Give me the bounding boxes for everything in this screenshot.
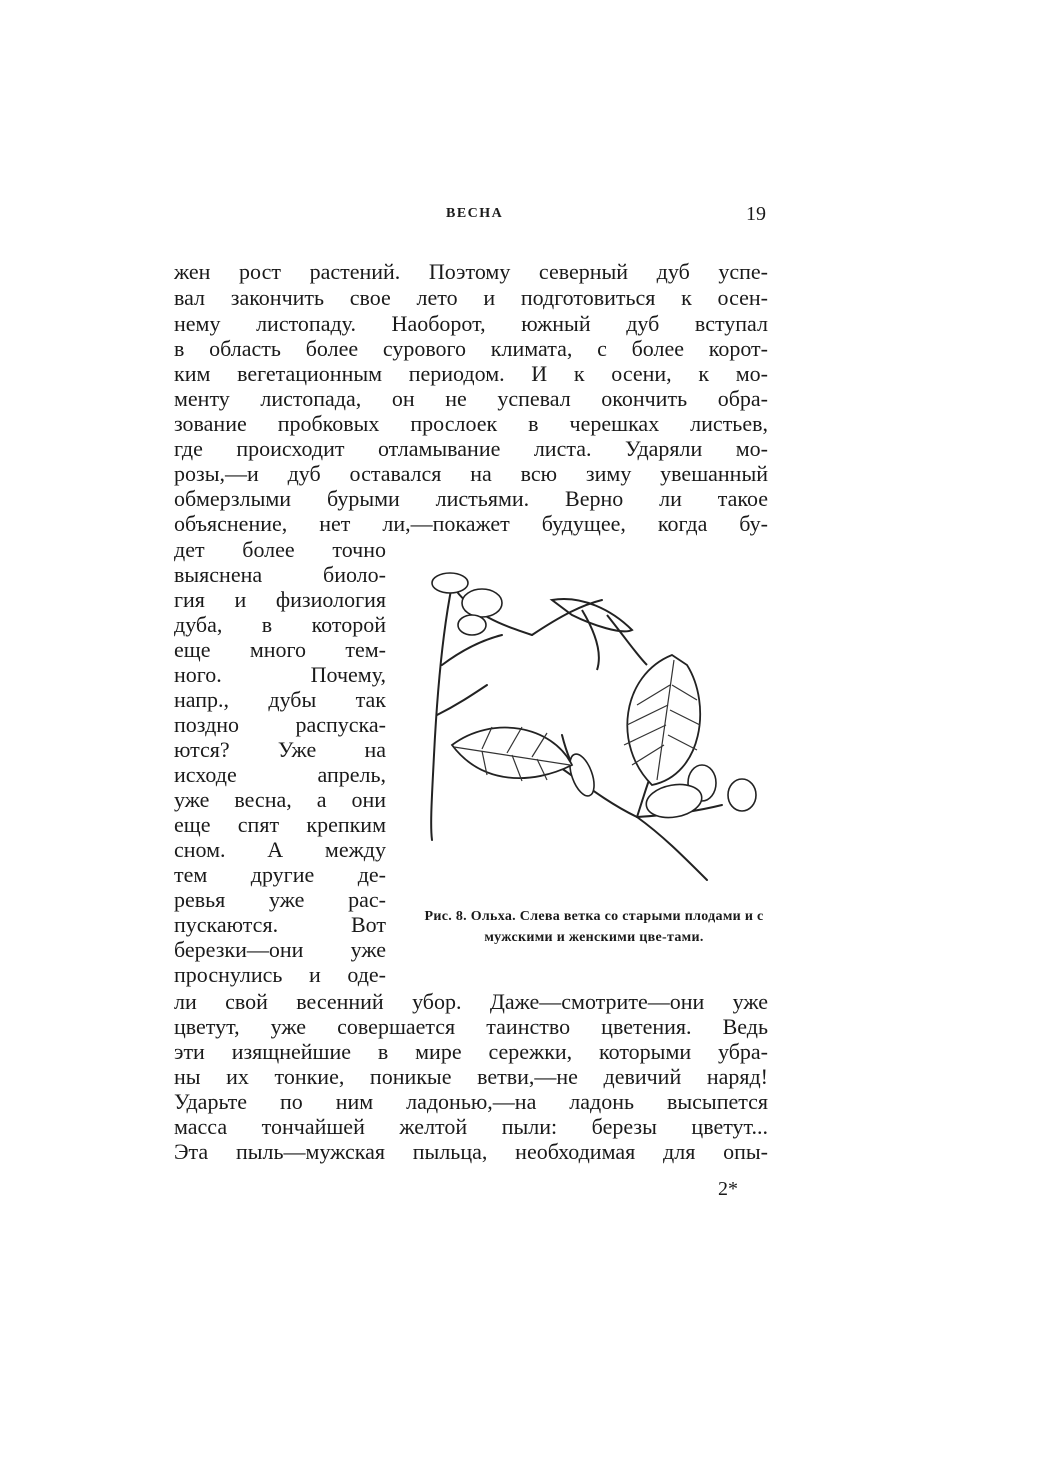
text-line: исходе апрель, — [174, 762, 386, 787]
text-line: ются? Уже на — [174, 737, 386, 762]
text-line: Ударьте по ним ладонью,—на ладонь высыпется — [174, 1089, 768, 1114]
text-line: поздно распуска- — [174, 712, 386, 737]
running-header: ВЕСНА — [446, 206, 504, 221]
text-line: напр., дубы так — [174, 687, 386, 712]
text-line: уже весна, а они — [174, 787, 386, 812]
text-line: вал закончить свое лето и подготовиться к осен- — [174, 285, 768, 310]
text-line: проснулись и оде- — [174, 962, 386, 987]
alder-branch-drawing — [412, 555, 772, 895]
text-line: жен рост растений. Поэтому северный дуб успе- — [174, 259, 768, 284]
text-line: дуба, в которой — [174, 612, 386, 637]
text-line: еще спят крепким — [174, 812, 386, 837]
page-number: 19 — [746, 203, 766, 225]
signature-mark: 2* — [718, 1178, 738, 1200]
text-line: березки—они уже — [174, 937, 386, 962]
text-line: ким вегетационным периодом. И к осени, к мо- — [174, 361, 768, 386]
text-line: менту листопада, он не успевал окончить обра- — [174, 386, 768, 411]
text-line: ли свой весенний убор. Даже—смотрите—они уже — [174, 989, 768, 1014]
text-line: где происходит отламывание листа. Ударяли мо- — [174, 436, 768, 461]
text-line: гия и физиология — [174, 587, 386, 612]
text-line: ревья уже рас- — [174, 887, 386, 912]
text-line: ны их тонкие, поникые ветви,—не девичий наряд! — [174, 1064, 768, 1089]
text-line: сном. А между — [174, 837, 386, 862]
text-line: пускаются. Вот — [174, 912, 386, 937]
text-line: Эта пыль—мужская пыльца, необходимая для опы- — [174, 1139, 768, 1164]
text-line: масса тончайшей желтой пыли: березы цветут... — [174, 1114, 768, 1139]
text-line: обмерзлыми бурыми листьями. Верно ли такое — [174, 486, 768, 511]
text-line: тем другие де- — [174, 862, 386, 887]
text-line: еще много тем- — [174, 637, 386, 662]
text-line: цветут, уже совершается таинство цветения. Ведь — [174, 1014, 768, 1039]
text-line: объяснение, нет ли,—покажет будущее, когда бу- — [174, 511, 768, 536]
text-line: ного. Почему, — [174, 662, 386, 687]
text-line: нему листопаду. Наоборот, южный дуб вступал — [174, 311, 768, 336]
text-line: розы,—и дуб оставался на всю зиму увешанный — [174, 461, 768, 486]
text-line: эти изящнейшие в мире сережки, которыми убра- — [174, 1039, 768, 1064]
text-line: зование пробковых прослоек в черешках листьев, — [174, 411, 768, 436]
text-line: в область более сурового климата, с более корот- — [174, 336, 768, 361]
text-line: выяснена биоло- — [174, 562, 386, 587]
text-line: дет более точно — [174, 537, 386, 562]
figure-caption: Рис. 8. Ольха. Слева ветка со старыми плодами и с мужскими и женскими цве-тами. — [424, 909, 764, 945]
alder-branch-illustration — [412, 555, 772, 895]
